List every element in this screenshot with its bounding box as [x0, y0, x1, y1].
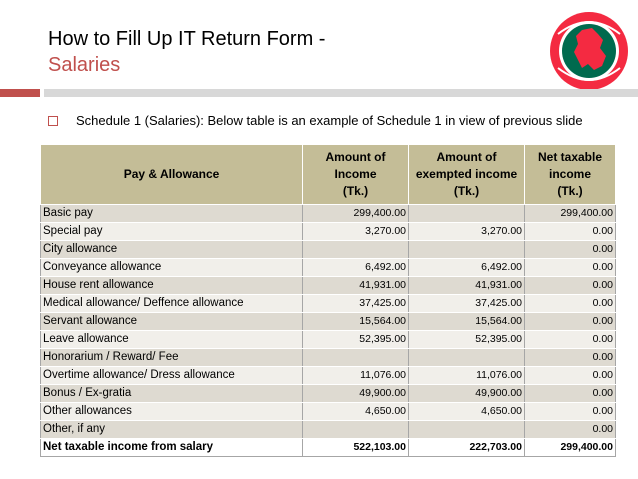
bullet-item: [48, 113, 628, 128]
table-cell: 15,564.00: [409, 313, 525, 331]
text: exempted income: [415, 167, 518, 181]
table-cell: 0.00: [525, 223, 616, 241]
table-cell: [409, 205, 525, 223]
table-cell: 0.00: [525, 403, 616, 421]
table-cell: 6,492.00: [303, 259, 409, 277]
table-row: [41, 277, 616, 295]
table-cell: 41,931.00: [303, 277, 409, 295]
table-row: [41, 331, 616, 349]
table-cell: 4,650.00: [303, 403, 409, 421]
table-cell: Other allowances: [41, 403, 303, 421]
table-cell: [303, 241, 409, 259]
text: Amount of: [325, 150, 386, 164]
text: Amount of: [436, 150, 497, 164]
divider-rule: [44, 89, 638, 97]
table-total-row: [41, 439, 616, 457]
table-cell: 37,425.00: [303, 295, 409, 313]
table-cell: 11,076.00: [409, 367, 525, 385]
table-cell: 222,703.00: [409, 439, 525, 457]
table-cell: Basic pay: [41, 205, 303, 223]
bullet-text: Schedule 1 (Salaries): Below table is an example of Schedule 1 in view of previous slide: [76, 113, 583, 128]
table-cell: 52,395.00: [303, 331, 409, 349]
table-cell: 0.00: [525, 331, 616, 349]
table-row: [41, 421, 616, 439]
schedule-1-table: [40, 144, 616, 457]
table-cell: 299,400.00: [525, 205, 616, 223]
table-cell: City allowance: [41, 241, 303, 259]
table-row: [41, 385, 616, 403]
government-seal-icon: [548, 10, 630, 92]
slide-title: [48, 26, 508, 78]
table-row: [41, 349, 616, 367]
table-header-row: [41, 145, 616, 205]
table-cell: 37,425.00: [409, 295, 525, 313]
table-cell: Medical allowance/ Deffence allowance: [41, 295, 303, 313]
table-cell: 4,650.00: [409, 403, 525, 421]
table-cell: [303, 421, 409, 439]
table-cell: 0.00: [525, 367, 616, 385]
table-cell: Leave allowance: [41, 331, 303, 349]
table-cell: [409, 349, 525, 367]
table-cell: [409, 241, 525, 259]
header-net-taxable: [525, 145, 616, 205]
table-cell: 0.00: [525, 313, 616, 331]
text: (Tk.): [557, 184, 583, 198]
table-row: [41, 223, 616, 241]
table-cell: House rent allowance: [41, 277, 303, 295]
table-cell: Honorarium / Reward/ Fee: [41, 349, 303, 367]
table-cell: 49,900.00: [409, 385, 525, 403]
table-cell: 15,564.00: [303, 313, 409, 331]
table-cell: Overtime allowance/ Dress allowance: [41, 367, 303, 385]
table-cell: 522,103.00: [303, 439, 409, 457]
text: (Tk.): [342, 184, 369, 198]
table-cell: 0.00: [525, 295, 616, 313]
table-cell: Special pay: [41, 223, 303, 241]
table-cell: 49,900.00: [303, 385, 409, 403]
table-cell: 52,395.00: [409, 331, 525, 349]
header-amount-income: [303, 145, 409, 205]
square-bullet-icon: [48, 116, 58, 126]
text: Income: [334, 167, 377, 181]
table-cell: 6,492.00: [409, 259, 525, 277]
text: (Tk.): [453, 184, 480, 198]
table-cell: Servant allowance: [41, 313, 303, 331]
accent-rule: [0, 89, 40, 97]
text: Net taxable: [537, 150, 603, 164]
table-cell: 299,400.00: [303, 205, 409, 223]
table-cell: 0.00: [525, 277, 616, 295]
table-cell: Net taxable income from salary: [41, 439, 303, 457]
table-cell: Conveyance allowance: [41, 259, 303, 277]
table-cell: Other, if any: [41, 421, 303, 439]
title-line-1: How to Fill Up IT Return Form -: [48, 28, 326, 50]
table-row: [41, 259, 616, 277]
table-cell: Bonus / Ex-gratia: [41, 385, 303, 403]
table-cell: 3,270.00: [409, 223, 525, 241]
table-row: [41, 241, 616, 259]
header-exempted-income: [409, 145, 525, 205]
table-cell: 0.00: [525, 259, 616, 277]
table-cell: 299,400.00: [525, 439, 616, 457]
header-pay-allowance: [41, 145, 303, 205]
table-cell: 11,076.00: [303, 367, 409, 385]
table-row: [41, 205, 616, 223]
table-cell: 0.00: [525, 349, 616, 367]
title-line-2: Salaries: [48, 54, 121, 76]
text: income: [548, 167, 591, 181]
table-row: [41, 313, 616, 331]
table-cell: 0.00: [525, 421, 616, 439]
table-row: [41, 295, 616, 313]
text: Pay & Allowance: [123, 167, 220, 181]
table-cell: 41,931.00: [409, 277, 525, 295]
table-cell: 3,270.00: [303, 223, 409, 241]
table-cell: 0.00: [525, 241, 616, 259]
table-cell: 0.00: [525, 385, 616, 403]
table-cell: [409, 421, 525, 439]
table-row: [41, 403, 616, 421]
table-cell: [303, 349, 409, 367]
table-row: [41, 367, 616, 385]
